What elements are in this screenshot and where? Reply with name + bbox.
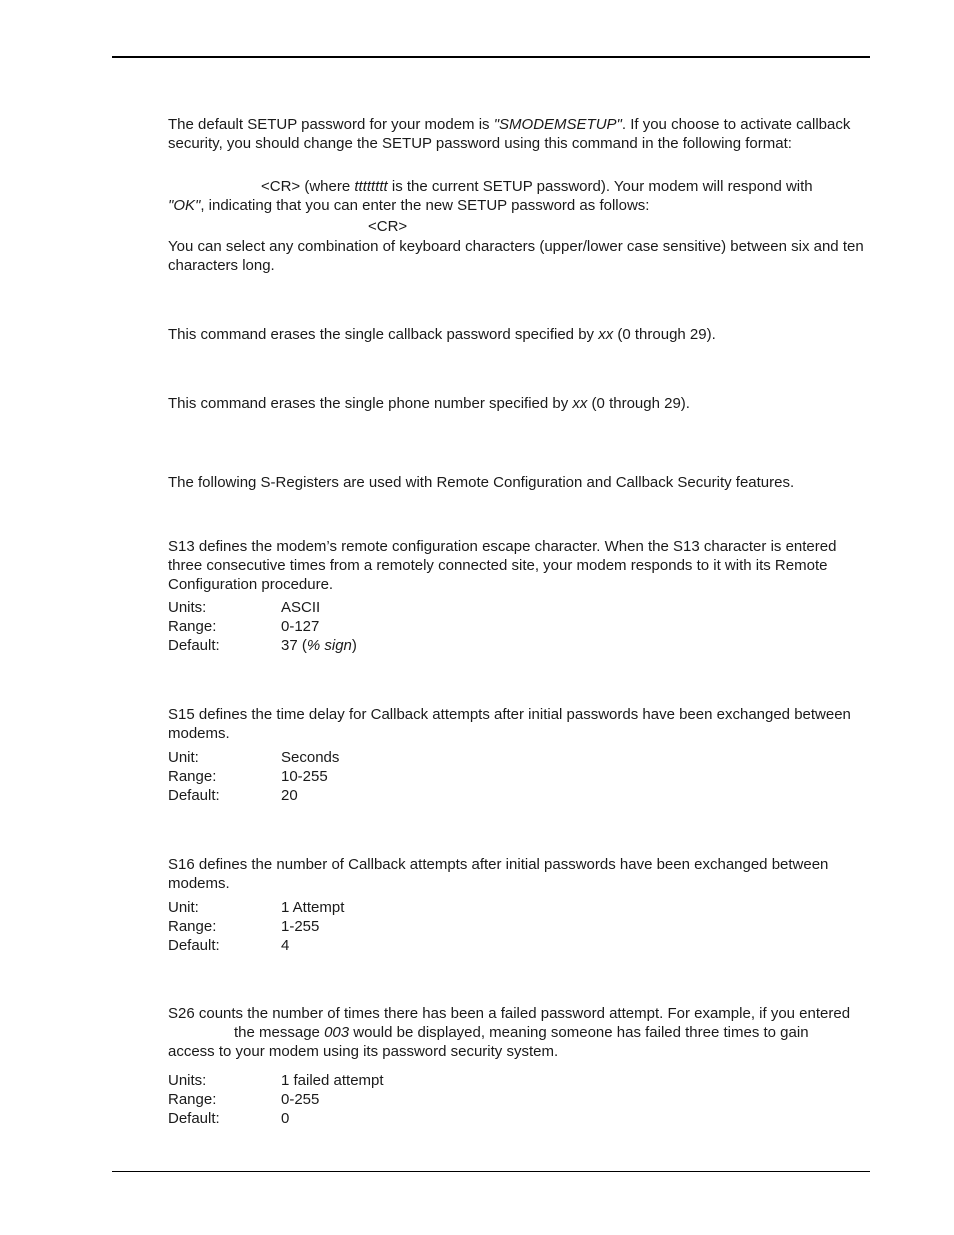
password-variable: tttttttt <box>354 178 388 195</box>
header-rule <box>112 56 870 58</box>
text: S13 defines the modem’s remote configuration escape character. When the S13 character is entered three consecutive times from a remotely connected site, your modem responds to it with its Remote Configuration procedure. <box>168 538 837 593</box>
text: , indicating that you can enter the new SETUP password as follows: <box>200 197 650 214</box>
range-label: Range: <box>168 1091 217 1108</box>
units-value: Seconds <box>281 749 340 766</box>
range-label: Range: <box>168 618 217 635</box>
text: This command erases the single phone number specified by <box>168 395 573 412</box>
range-value: 0-255 <box>281 1091 320 1108</box>
new-password-line <box>168 217 868 236</box>
text: (0 through 29). <box>613 326 716 343</box>
erase-phone-paragraph <box>168 394 868 413</box>
s26-specs <box>168 1071 384 1128</box>
footer-rule <box>112 1171 870 1172</box>
sregisters-intro <box>168 473 868 492</box>
units-value: 1 failed attempt <box>281 1072 384 1089</box>
default-password: "SMODEMSETUP" <box>493 116 622 133</box>
text: S26 counts the number of times there has been a failed password attempt. For example, if you entered <box>168 1005 851 1022</box>
s13-description <box>168 537 870 594</box>
range-value: 10-255 <box>281 768 328 785</box>
s16-specs <box>168 898 344 955</box>
text: S15 defines the time delay for Callback attempts after initial passwords have been exchanged between modems. <box>168 706 851 742</box>
default-label: Default: <box>168 637 220 654</box>
default-label: Default: <box>168 787 220 804</box>
text: This command erases the single callback password specified by <box>168 326 599 343</box>
s15-specs <box>168 748 339 805</box>
default-label: Default: <box>168 1110 220 1127</box>
range-value: 1-255 <box>281 918 320 935</box>
text: is the current SETUP password). Your modem will respond with <box>387 178 813 195</box>
text: the message <box>234 1024 325 1041</box>
setup-command-line <box>168 177 868 215</box>
default-value: 20 <box>281 787 298 804</box>
erase-password-paragraph <box>168 325 868 344</box>
default-value: 4 <box>281 937 290 954</box>
carriage-return: <CR> <box>368 218 408 235</box>
default-value: 37 (% sign) <box>281 637 357 654</box>
units-label: Units: <box>168 599 207 616</box>
password-note <box>168 237 868 275</box>
text: would be displayed, meaning someone has failed three times to gain access to your modem using its password security system. <box>168 1024 809 1060</box>
count-example: 003 <box>324 1024 350 1041</box>
ok-response: "OK" <box>168 197 201 214</box>
range-label: Range: <box>168 768 217 785</box>
default-value: 0 <box>281 1110 290 1127</box>
default-label: Default: <box>168 937 220 954</box>
variable: xx <box>598 326 614 343</box>
setup-password-paragraph <box>168 115 868 153</box>
units-label: Unit: <box>168 749 199 766</box>
text: <CR> (where <box>261 178 355 195</box>
text: The default SETUP password for your modem is <box>168 116 494 133</box>
units-value: ASCII <box>281 599 321 616</box>
s13-specs <box>168 598 357 655</box>
units-label: Units: <box>168 1072 207 1089</box>
text: (0 through 29). <box>587 395 690 412</box>
s26-description <box>168 1004 858 1061</box>
range-label: Range: <box>168 918 217 935</box>
s16-description <box>168 855 868 893</box>
text: . If you choose to activate callback security, you should change the SETUP password using this command in the following format: <box>168 116 851 152</box>
units-label: Unit: <box>168 899 199 916</box>
text: You can select any combination of keyboard characters (upper/lower case sensitive) between six and ten characters long. <box>168 238 864 274</box>
s15-description <box>168 705 868 743</box>
text: S16 defines the number of Callback attempts after initial passwords have been exchanged between modems. <box>168 856 829 892</box>
text: The following S-Registers are used with Remote Configuration and Callback Security features. <box>168 474 795 491</box>
range-value: 0-127 <box>281 618 320 635</box>
units-value: 1 Attempt <box>281 899 345 916</box>
variable: xx <box>572 395 588 412</box>
